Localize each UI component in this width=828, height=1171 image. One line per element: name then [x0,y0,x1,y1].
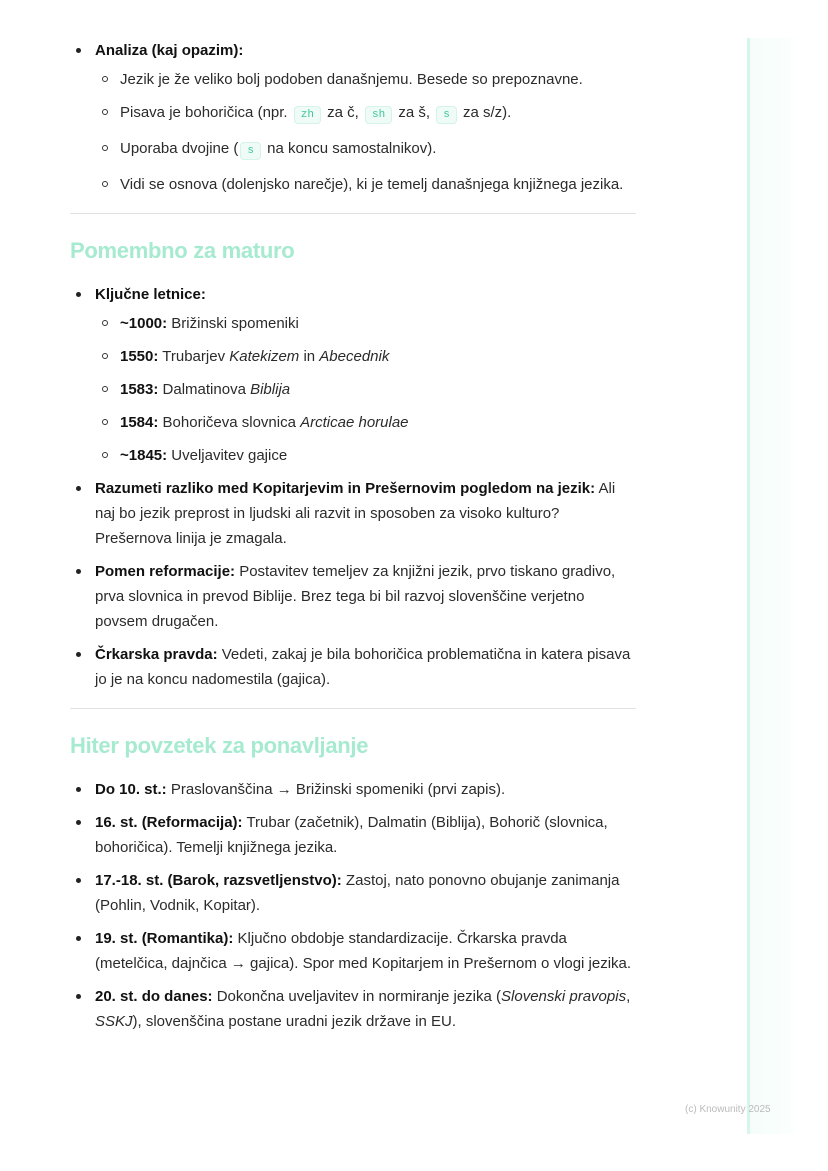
text-segment: 1583: [120,381,159,398]
inline-code: zh [294,106,321,124]
text-segment: ~1000: [120,315,168,332]
bullet-list [70,38,636,197]
text-segment: Uveljavitev gajice [167,447,288,464]
divider [70,708,636,709]
text-segment: ~1845: [120,447,168,464]
text-segment: Ali naj bo jezik preprost in ljudski ali razvit in sposoben za visoko kulturo? Prešernova linija je zmagala. [95,480,616,547]
bullet-list [70,282,636,692]
text-segment: Katekizem [229,348,300,365]
sub-list-item [95,410,636,435]
text-segment: Biblija [250,381,291,398]
text-segment: Do 10. st.: [95,781,167,798]
text-segment: Dalmatinova [158,381,251,398]
text-segment: 19. st. (Romantika): [95,930,234,947]
text-segment: Postavitev temeljev za knjižni jezik, prvo tiskano gradivo, prva slovnica in prevod Biblije. Brez tega bi bil razvoj slovenščine verjetno povsem drugačen. [95,563,616,630]
text-segment: Praslovanščina → Brižinski spomeniki (prvi zapis). [166,781,506,798]
sub-list-item [95,67,636,92]
text-segment: Pomen reformacije: [95,563,236,580]
list-item [70,777,636,802]
text-segment: Vidi se osnova (dolenjsko narečje), ki je temelj današnjega knjižnega jezika. [120,176,624,193]
text-segment: Vedeti, zakaj je bila bohoričica problematična in katera pisava jo je na koncu nadomestila (gajica). [95,646,631,688]
list-item [70,984,636,1034]
side-accent-bar [747,38,794,1134]
text-segment: Pisava je bohoričica (npr. [120,104,292,121]
text-segment: Trubar (začetnik), Dalmatin (Biblija), Bohorič (slovnica, bohoričica). Temelji knjižnega jezika. [95,814,608,856]
section-heading: Hiter povzetek za ponavljanje [70,733,369,758]
text-segment: Črkarska pravda: [95,646,218,663]
bullet-list [70,777,636,1034]
sub-list [95,311,636,468]
list-item [70,926,636,976]
sub-list-item [95,443,636,468]
inline-code: s [240,142,261,160]
list-item [70,282,636,468]
sub-list-item [95,344,636,369]
text-segment: 1550: [120,348,159,365]
sub-list-item [95,311,636,336]
sub-list [95,67,636,197]
text-segment: 20. st. do danes: [95,988,213,1005]
text-segment: Uporaba dvojine ( [120,140,239,157]
text-segment: Slovenski pravopis [501,988,627,1005]
text-segment: na koncu samostalnikov). [263,140,437,157]
text-segment: Arcticae horulae [300,414,409,431]
sub-list-item [95,172,636,197]
sub-list-item [95,100,636,128]
text-segment: SSKJ [95,1013,133,1030]
text-segment: za s/z). [458,104,512,121]
sub-list-item [95,377,636,402]
list-item [70,868,636,918]
text-segment: Ključno obdobje standardizacije. Črkarska pravda (metelčica, dajnčica → gajica). Spor med Kopitarjem in Prešernom o vlogi jezika. [95,930,632,972]
text-segment: Analiza (kaj opazim): [95,42,244,59]
divider [70,213,636,214]
text-segment: Dokončna uveljavitev in normiranje jezika ( [212,988,502,1005]
text-segment: Razumeti razliko med Kopitarjevim in Prešernovim pogledom na jezik: [95,480,596,497]
text-segment: Jezik je že veliko bolj podoben današnjemu. Besede so prepoznavne. [120,71,583,88]
inline-code: sh [365,106,392,124]
text-segment: , [626,988,631,1005]
text-segment: Trubarjev [158,348,230,365]
list-item [70,38,636,197]
list-item [70,559,636,634]
section-heading: Pomembno za maturo [70,238,295,263]
text-segment: 1584: [120,414,159,431]
copyright: (c) Knowunity 2025 [685,1104,771,1115]
text-segment: Abecednik [319,348,390,365]
text-segment: Bohoričeva slovnica [158,414,301,431]
list-item [70,810,636,860]
text-segment: Brižinski spomeniki [167,315,299,332]
text-segment: za č, [322,104,363,121]
document-page [70,38,636,1042]
text-segment: 17.-18. st. (Barok, razsvetljenstvo): [95,872,342,889]
text-segment: za š, [394,104,435,121]
text-segment: Zastoj, nato ponovno obujanje zanimanja (Pohlin, Vodnik, Kopitar). [95,872,620,914]
text-segment: Ključne letnice: [95,286,206,303]
inline-code: s [436,106,457,124]
list-item [70,642,636,692]
list-item [70,476,636,551]
text-segment: ), slovenščina postane uradni jezik države in EU. [132,1013,457,1030]
sub-list-item [95,136,636,164]
text-segment: in [299,348,320,365]
text-segment: 16. st. (Reformacija): [95,814,243,831]
